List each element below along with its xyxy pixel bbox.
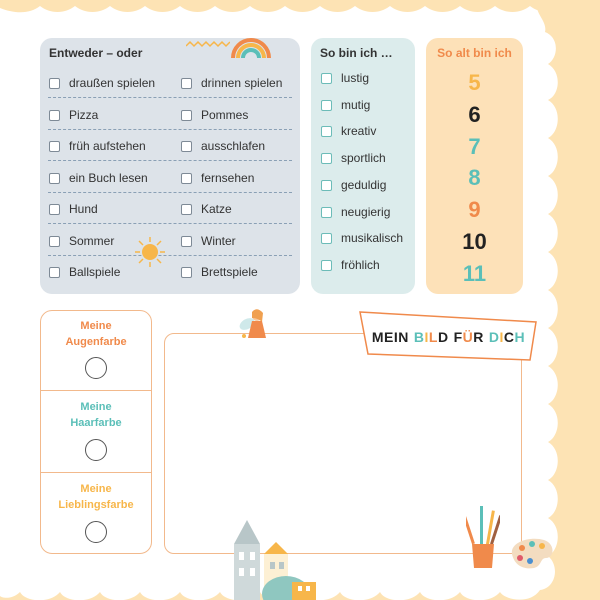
either-left-checkbox[interactable] — [49, 173, 60, 184]
row-divider — [48, 129, 292, 130]
either-right-checkbox[interactable] — [181, 236, 192, 247]
trait-label: sportlich — [341, 151, 386, 166]
row-divider — [48, 160, 292, 161]
either-right-label: drinnen spielen — [201, 76, 283, 90]
banner-letter: M — [371, 329, 385, 345]
either-right-label: Brettspiele — [201, 265, 258, 279]
either-right-checkbox[interactable] — [181, 110, 192, 121]
eye-color-title — [40, 318, 152, 350]
either-or-title: Entweder – oder — [49, 46, 143, 60]
either-left-checkbox[interactable] — [49, 267, 60, 278]
trait-label: mutig — [341, 97, 371, 112]
favorite-color-title — [40, 481, 152, 513]
zigzag-decoration — [186, 40, 230, 50]
palette-icon — [508, 536, 554, 570]
banner-letter: R — [473, 329, 484, 345]
either-right-checkbox[interactable] — [181, 173, 192, 184]
trait-checkbox[interactable] — [321, 180, 332, 191]
either-left-label: Ballspiele — [69, 265, 121, 279]
age-option[interactable]: 11 — [462, 260, 487, 286]
so-bin-ich-title: So bin ich … — [320, 46, 393, 60]
trait-label: geduldig — [341, 177, 387, 192]
trait-label: kreativ — [341, 124, 377, 139]
either-left-checkbox[interactable] — [49, 236, 60, 247]
trait-label: fröhlich — [341, 257, 380, 272]
hair-color-line2: Haarfarbe — [70, 417, 122, 429]
banner-letter: B — [413, 329, 425, 345]
banner-letter: L — [428, 329, 438, 345]
row-divider — [48, 97, 292, 98]
either-right-label: Winter — [201, 233, 236, 248]
either-right-label: Katze — [201, 202, 232, 216]
favorite-color-line2: Lieblingsfarbe — [58, 499, 134, 511]
divider — [40, 472, 152, 473]
trait-label: musikalisch — [341, 231, 404, 246]
banner-letter: D — [488, 329, 500, 345]
either-right-checkbox[interactable] — [181, 267, 192, 278]
hair-color-line1: Meine — [80, 401, 112, 413]
hair-color-title — [40, 399, 152, 431]
trait-checkbox[interactable] — [321, 153, 332, 164]
either-left-label: Hund — [69, 202, 98, 216]
either-left-label: früh aufstehen — [69, 139, 146, 153]
either-left-label: Pizza — [69, 107, 99, 122]
eye-color-line2: Augenfarbe — [65, 336, 127, 348]
banner-letter: I — [393, 329, 399, 345]
either-right-checkbox[interactable] — [181, 204, 192, 215]
fairy-icon — [236, 306, 272, 348]
favorite-color-circle[interactable] — [85, 521, 107, 543]
banner-letter: I — [424, 329, 429, 345]
eye-color-circle[interactable] — [85, 357, 107, 379]
banner-letter: D — [437, 329, 449, 345]
eye-color-line1: Meine — [80, 320, 112, 332]
rainbow-icon — [229, 28, 273, 60]
either-right-label: ausschlafen — [201, 139, 266, 153]
banner-letter: Ü — [462, 329, 474, 345]
row-divider — [48, 255, 292, 256]
banner-title — [366, 329, 531, 345]
pencil-cup-icon — [466, 504, 500, 570]
either-left-checkbox[interactable] — [49, 110, 60, 121]
either-left-label: ein Buch lesen — [69, 170, 148, 185]
trait-label: neugierig — [341, 204, 391, 219]
banner-letter: F — [453, 329, 463, 345]
banner-letter: E — [384, 329, 394, 345]
either-left-checkbox[interactable] — [49, 78, 60, 89]
age-option[interactable]: 7 — [468, 133, 481, 159]
row-divider — [48, 223, 292, 224]
age-option[interactable]: 5 — [468, 70, 481, 95]
either-right-label: fernsehen — [201, 170, 255, 185]
either-right-checkbox[interactable] — [181, 78, 192, 89]
hair-color-circle[interactable] — [85, 439, 107, 461]
banner-letter: C — [503, 329, 515, 345]
either-right-label: Pommes — [201, 107, 249, 122]
banner-letter: H — [514, 329, 526, 345]
age-option[interactable]: 8 — [468, 165, 481, 191]
either-left-checkbox[interactable] — [49, 141, 60, 152]
house-icon — [226, 516, 326, 600]
trait-checkbox[interactable] — [321, 73, 332, 84]
trait-checkbox[interactable] — [321, 100, 332, 111]
banner-letter: I — [499, 329, 504, 345]
either-left-label: Sommer — [69, 233, 115, 248]
either-right-checkbox[interactable] — [181, 141, 192, 152]
age-option[interactable]: 9 — [468, 197, 481, 223]
row-divider — [48, 192, 292, 193]
favorite-color-line1: Meine — [80, 483, 112, 495]
trait-checkbox[interactable] — [321, 207, 332, 218]
trait-checkbox[interactable] — [321, 126, 332, 137]
trait-checkbox[interactable] — [321, 233, 332, 244]
so-alt-title: So alt bin ich — [437, 46, 512, 60]
either-left-label: draußen spielen — [69, 76, 156, 90]
age-option[interactable]: 10 — [462, 229, 487, 254]
divider — [40, 390, 152, 391]
trait-label: lustig — [341, 71, 370, 85]
sun-icon — [134, 236, 166, 268]
either-left-checkbox[interactable] — [49, 204, 60, 215]
banner-letter: N — [398, 329, 409, 345]
age-option[interactable]: 6 — [468, 101, 481, 127]
trait-checkbox[interactable] — [321, 260, 332, 271]
